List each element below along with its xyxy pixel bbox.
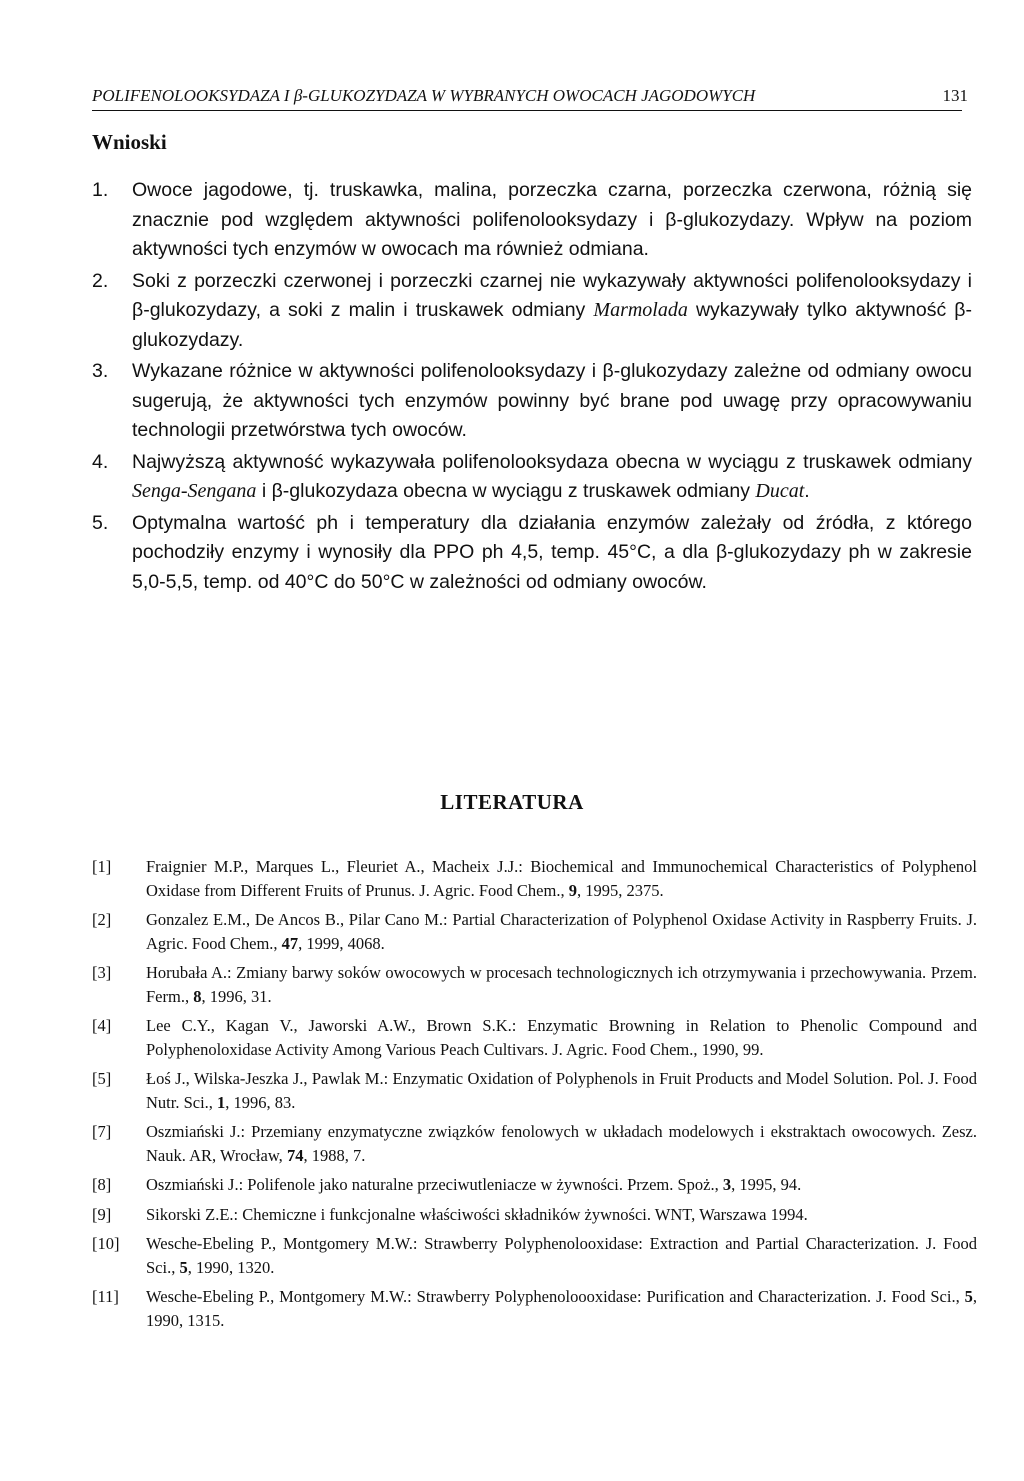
reference-number: [11]: [92, 1287, 119, 1306]
reference-item: [92, 961, 977, 1008]
reference-item: [92, 908, 977, 955]
reference-volume: 3: [722, 1175, 732, 1194]
item-text: Optymalna wartość ph i temperatury dla działania enzymów zależały od źródła, z którego pochodziły enzymy i wynosiły dla PPO ph 4,5, temp. 45°C, a dla β-glukozydazy ph w zakresie 5,0-5,5, temp. od 40°C do 50°C w zależności od odmiany owoców.: [132, 511, 972, 593]
item-number: 1.: [92, 179, 109, 201]
reference-text: Lee C.Y., Kagan V., Jaworski A.W., Brown S.K.: Enzymatic Browning in Relation to Phenolic Compound and Polyphenoloxidase Activity Among Various Peach Cultivars. J. Agric. Food Chem., 1990, 99.: [146, 1016, 977, 1059]
reference-text: Horubała A.: Zmiany barwy soków owocowych w procesach technologicznych ich otrzymywania i przechowywania. Przem. Ferm.,: [146, 963, 977, 1006]
reference-tail: , 1990, 1315.: [146, 1287, 977, 1330]
reference-number: [8]: [92, 1175, 112, 1194]
reference-volume: 8: [193, 986, 202, 1006]
reference-number: [5]: [92, 1069, 112, 1088]
item-text: Soki z porzeczki czerwonej i porzeczki czarnej nie wykazywały aktywności polifenolooksydazy i β-glukozydazy, a soki z malin i truskawek odmiany: [132, 269, 972, 321]
reference-item: [92, 1203, 977, 1227]
reference-item: [92, 855, 977, 902]
reference-volume: 74: [286, 1145, 304, 1165]
reference-tail: , 1996, 83.: [225, 1092, 296, 1112]
reference-item: [92, 1120, 977, 1167]
item-text: Wykazane różnice w aktywności polifenolooksydazy i β-glukozydazy zależne od odmiany owocu sugerują, że aktywności tych enzymów powinny być brane pod uwagę przy opracowywaniu technologii przetwórstwa tych owoców.: [132, 360, 972, 441]
reference-tail: , 1990, 1320.: [187, 1257, 275, 1277]
reference-text: Wesche-Ebeling P., Montgomery M.W.: Strawberry Polyphenolooxidase: Extraction and Partial Characterization. J. Food Sci.,: [146, 1234, 977, 1277]
reference-text: Wesche-Ebeling P., Montgomery M.W.: Strawberry Polyphenoloooxidase: Purification and Characterization. J. Food Sci.,: [146, 1287, 965, 1306]
reference-tail: , 1988, 7.: [303, 1145, 366, 1165]
running-title: POLIFENOLOOKSYDAZA I β-GLUKOZYDAZA W WYBRANYCH OWOCACH JAGODOWYCH: [92, 86, 756, 105]
reference-number: [1]: [92, 857, 112, 876]
item-text: wykazywały tylko aktywność β-glukozydazy.: [132, 299, 972, 351]
reference-tail: , 1996, 31.: [201, 986, 272, 1006]
running-header: [92, 86, 968, 111]
reference-number: [4]: [92, 1016, 112, 1035]
reference-volume: 47: [281, 933, 299, 953]
cultivar-name: Ducat: [755, 480, 805, 502]
reference-text: Oszmiański J.: Polifenole jako naturalne przeciwutleniacze w żywności. Przem. Spoż.,: [146, 1175, 723, 1194]
item-text: Najwyższą aktywność wykazywała polifenolooksydaza obecna w wyciągu z truskawek odmiany: [132, 450, 972, 473]
reference-volume: 9: [568, 880, 577, 900]
reference-number: [2]: [92, 910, 112, 929]
reference-item: [92, 1285, 977, 1332]
reference-list: [92, 855, 977, 1338]
item-number: 4.: [92, 450, 109, 473]
literature-heading: LITERATURA: [440, 790, 584, 814]
reference-number: [10]: [92, 1234, 120, 1253]
cultivar-name: Marmolada: [593, 299, 688, 321]
conclusions-list: [92, 176, 972, 599]
reference-number: [7]: [92, 1122, 112, 1141]
item-number: 3.: [92, 360, 109, 382]
conclusions-heading: Wnioski: [92, 130, 167, 154]
reference-text: Oszmiański J.: Przemiany enzymatyczne związków fenolowych w układach modelowych i ekstraktach owocowych. Zesz. Nauk. AR, Wrocław,: [146, 1122, 977, 1165]
reference-item: [92, 1014, 977, 1061]
conclusion-item-5: [92, 509, 972, 598]
reference-item: [92, 1232, 977, 1279]
reference-item: [92, 1173, 977, 1197]
reference-tail: , 1995, 2375.: [576, 880, 664, 900]
cultivar-name: Senga-Sengana: [132, 480, 257, 502]
reference-volume: 5: [179, 1257, 188, 1277]
item-number: 5.: [92, 511, 109, 534]
conclusion-item-2: [92, 267, 972, 356]
conclusion-item-1: [92, 176, 972, 265]
conclusion-item-4: [92, 448, 972, 507]
reference-text: Sikorski Z.E.: Chemiczne i funkcjonalne właściwości składników żywności. WNT, Warszawa 1994.: [146, 1204, 808, 1224]
reference-text: Fraignier M.P., Marques L., Fleuriet A., Macheix J.J.: Biochemical and Immunochemical Characteristics of Polyphenol Oxidase from Different Fruits of Prunus. J. Agric. Food Chem.,: [146, 857, 977, 900]
item-text: Owoce jagodowe, tj. truskawka, malina, porzeczka czarna, porzeczka czerwona, różnią się znacznie pod względem aktywności polifenolooksydazy i β-glukozydazy. Wpływ na poziom aktywności tych enzymów w owocach ma również odmiana.: [132, 179, 972, 260]
conclusion-item-3: [92, 357, 972, 446]
reference-number: [3]: [92, 963, 112, 982]
reference-tail: , 1999, 4068.: [298, 933, 385, 953]
reference-text: Łoś J., Wilska-Jeszka J., Pawlak M.: Enzymatic Oxidation of Polyphenols in Fruit Products and Model Solution. Pol. J. Food Nutr. Sci.,: [146, 1069, 977, 1112]
reference-text: Gonzalez E.M., De Ancos B., Pilar Cano M.: Partial Characterization of Polyphenol Oxidase Activity in Raspberry Fruits. J. Agric. Food Chem.,: [146, 910, 977, 953]
reference-volume: 5: [964, 1287, 973, 1306]
reference-number: [9]: [92, 1204, 112, 1224]
reference-tail: , 1995, 94.: [731, 1175, 802, 1194]
item-text: i β-glukozydaza obecna w wyciągu z truskawek odmiany: [256, 480, 756, 502]
page-number: 131: [942, 86, 968, 105]
item-text: .: [804, 480, 810, 502]
item-number: 2.: [92, 269, 109, 292]
reference-item: [92, 1067, 977, 1114]
reference-volume: 1: [217, 1092, 226, 1112]
